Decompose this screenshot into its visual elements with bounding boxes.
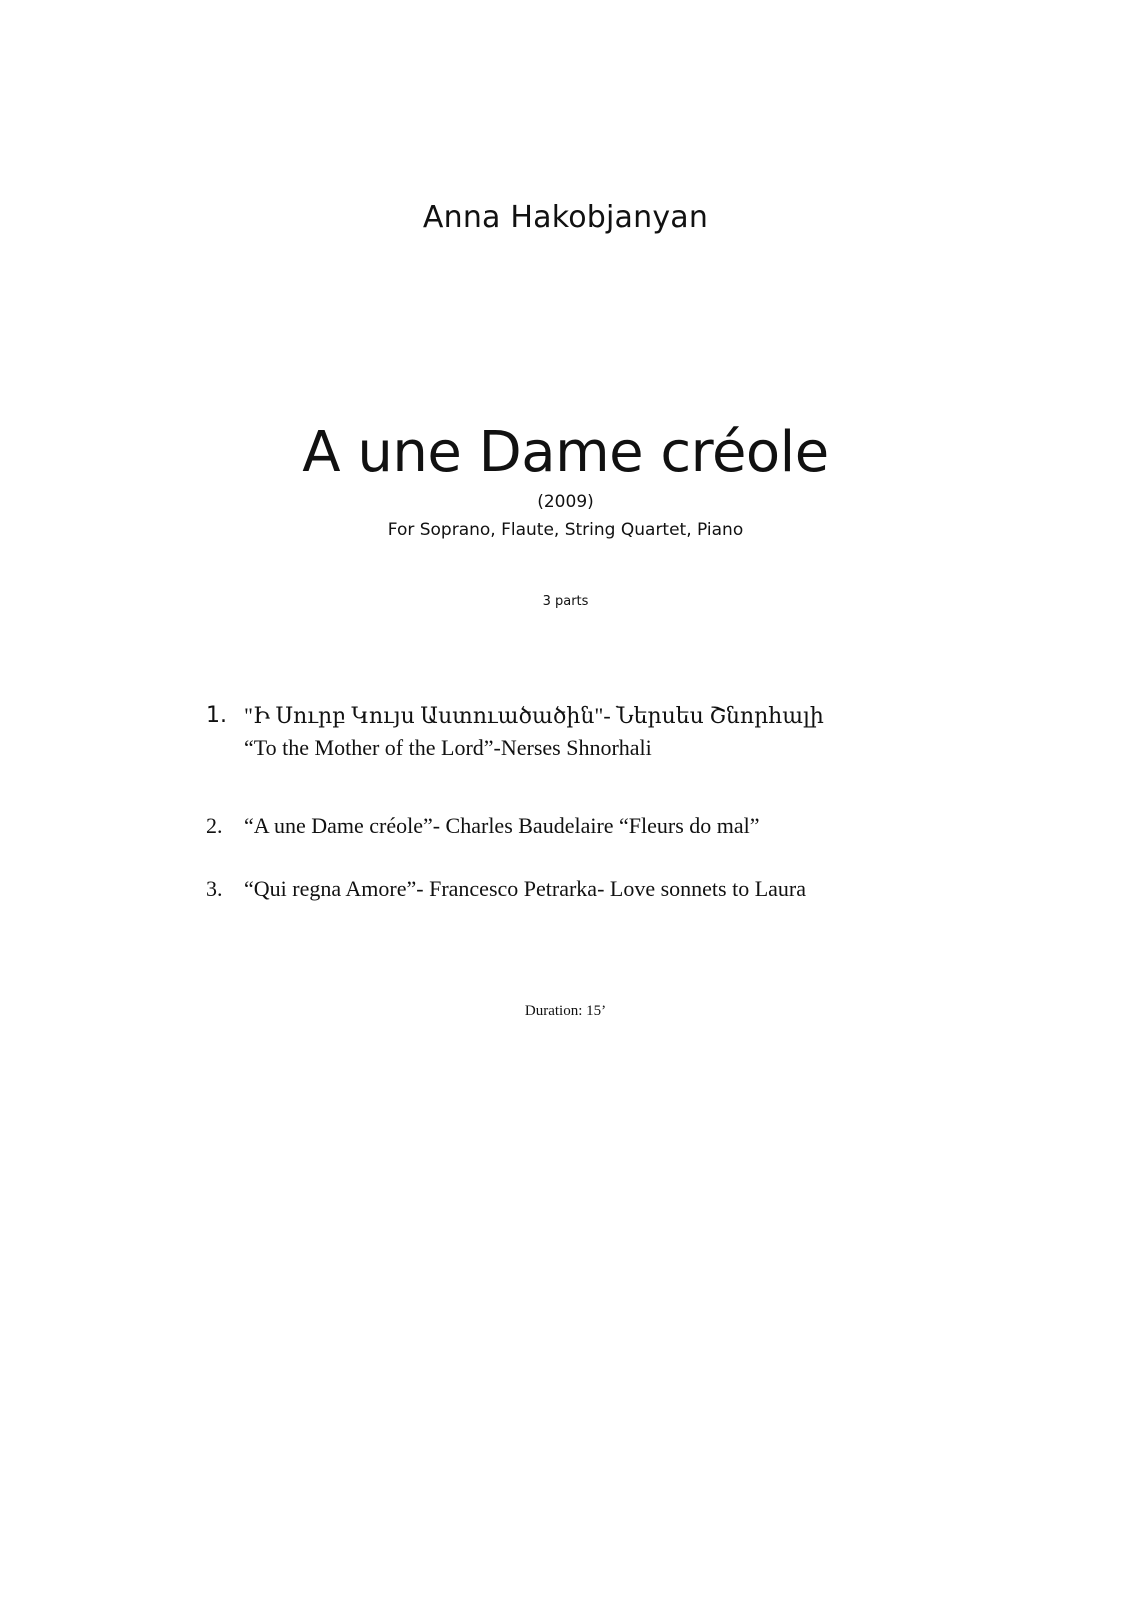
parts-count: 3 parts [542,594,589,609]
duration: Duration: 15’ [524,1003,607,1019]
movement-number: 1. [206,703,227,728]
work-title: A une Dame créole [302,420,829,485]
movement-title-armenian: "Ի Սուրբ Կույս Աստուածածին"- Ներսես Շնորհալի [244,703,824,728]
movement-title-english: “To the Mother of the Lord”-Nerses Shnorhali [244,735,652,760]
movement-number: 2. [206,813,223,838]
composer-name: Anna Hakobjanyan [422,200,709,235]
instrumentation: For Soprano, Flaute, String Quartet, Piano [387,520,744,540]
movement-title: “Qui regna Amore”- Francesco Petrarka- Love sonnets to Laura [244,876,806,901]
movement-title: “A une Dame créole”- Charles Baudelaire “Fleurs do mal” [244,813,760,838]
movement-number: 3. [206,876,223,901]
composition-year: (2009) [537,492,594,512]
